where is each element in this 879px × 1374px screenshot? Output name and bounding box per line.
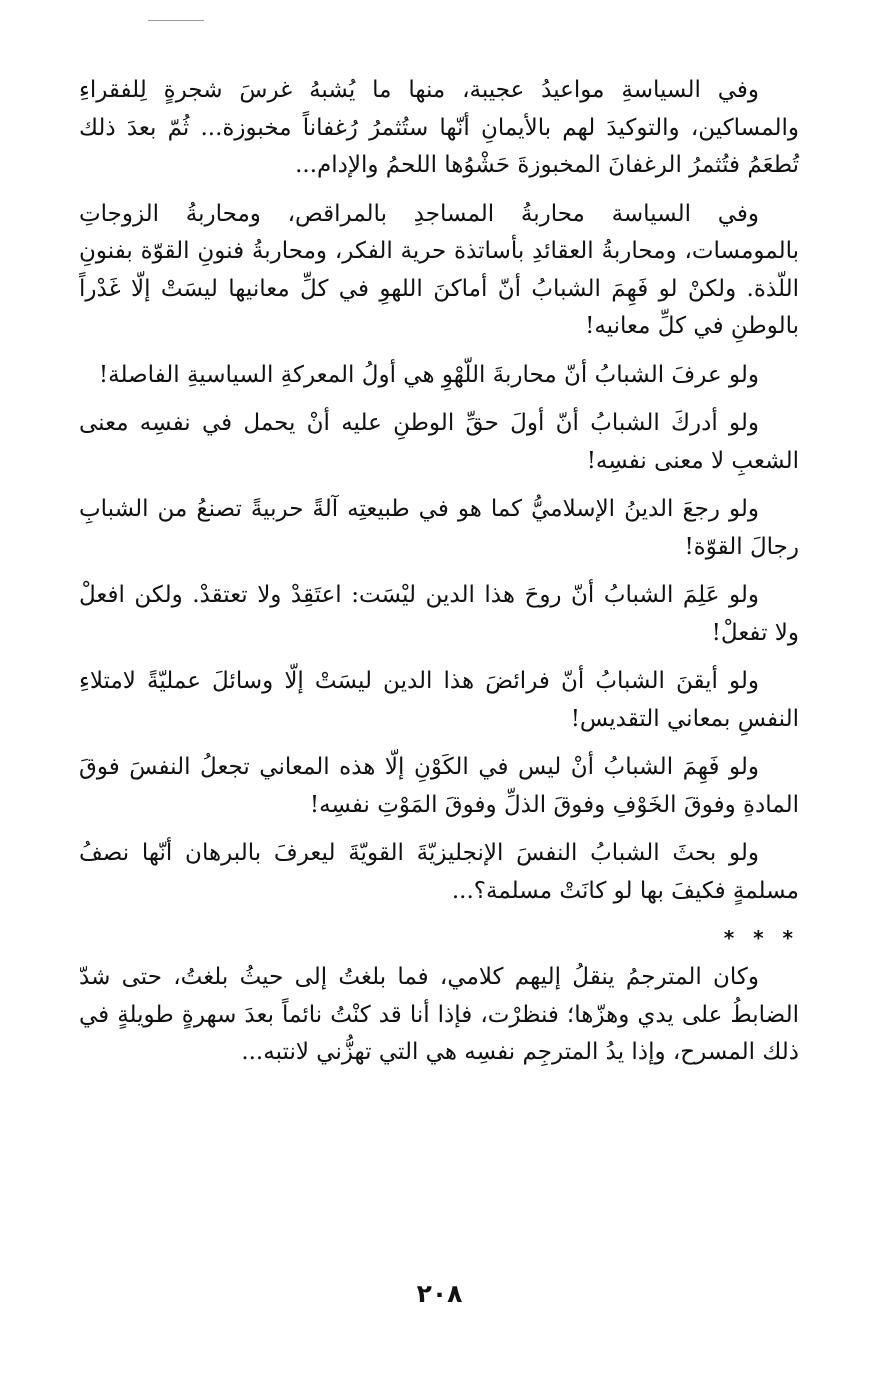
paragraph-5: ولو رجعَ الدينُ الإسلاميُّ كما هو في طبيعتِه آلةً حربيةً تصنعُ من الشبابِ رجالَ القوّة! — [79, 496, 799, 560]
top-rule — [148, 20, 204, 21]
paragraph-2: وفي السياسة محاربةُ المساجدِ بالمراقص، ومحاربةُ الزوجاتِ بالمومسات، ومحاربةُ العقائدِ بأساتذة حرية الفكر، ومحاربةُ فنونِ القوّة بفنونِ اللّذة. ولكنْ لو فَهِمَ الشبابُ أنّ أماكنَ اللهوِ في كلِّ معانيها ليسَتْ إلّا غَدْراً بالوطنِ في كلِّ معانيه! — [79, 200, 799, 339]
body-text — [79, 72, 799, 1083]
paragraph-7: ولو أيقنَ الشبابُ أنّ فرائضَ هذا الدين ليسَتْ إلّا وسائلَ عمليّةً لامتلاءِ النفسِ بمعاني التقديس! — [79, 668, 799, 732]
paragraph-1: وفي السياسةِ مواعيدُ عجيبة، منها ما يُشبهُ غرسَ شجرةٍ لِلفقراءِ والمساكين، والتوكيدَ لهم بالأيمانِ أنّها ستُثمرُ رُغفاناً مخبوزة... ثُمّ بعدَ ذلك تُطعَمُ فتُثمرُ الرغفانَ المخبوزةَ حَشْوُها اللحمُ والإدام... — [79, 77, 799, 178]
paragraph-4: ولو أدركَ الشبابُ أنّ أولَ حقِّ الوطنِ عليه أنْ يحمل في نفسِه معنى الشعبِ لا معنى نفسِه! — [79, 410, 799, 474]
paragraph-6: ولو عَلِمَ الشبابُ أنّ روحَ هذا الدين ليْسَت: اعتَقِدْ ولا تعتقدْ. ولكن افعلْ ولا تفعلْ! — [79, 582, 799, 646]
paragraph-9: ولو بحثَ الشبابُ النفسَ الإنجليزيّةَ القويّةَ ليعرفَ بالبرهان أنّها نصفُ مسلمةٍ فكيفَ بها لو كانَتْ مسلمة؟... — [79, 840, 799, 904]
paragraph-3: ولو عرفَ الشبابُ أنّ محاربةَ اللّهْوِ هي أولُ المعركةِ السياسيةِ الفاصلة! — [98, 361, 759, 388]
closing-paragraph: وكان المترجمُ ينقلُ إليهم كلامي، فما بلغتُ إلى حيثُ بلغتُ، حتى شدّ الضابطُ على يدي وهزّها؛ فنظرْت، فإذا أنا قد كنْتُ نائماً بعدَ سهرةٍ طويلةٍ في ذلك المسرح، وإذا يدُ المترجِم نفسِه هي التي تهزُّني لانتبه... — [79, 964, 799, 1065]
paragraph-8: ولو فَهِمَ الشبابُ أنْ ليس في الكَوْنِ إلّا هذه المعاني تجعلُ النفسَ فوقَ المادةِ وفوقَ الخَوْفِ وفوقَ الذلِّ وفوقَ المَوْتِ نفسِه! — [79, 754, 799, 818]
section-separator: * * * — [723, 926, 799, 950]
page-number: ٢٠٨ — [416, 1279, 463, 1308]
